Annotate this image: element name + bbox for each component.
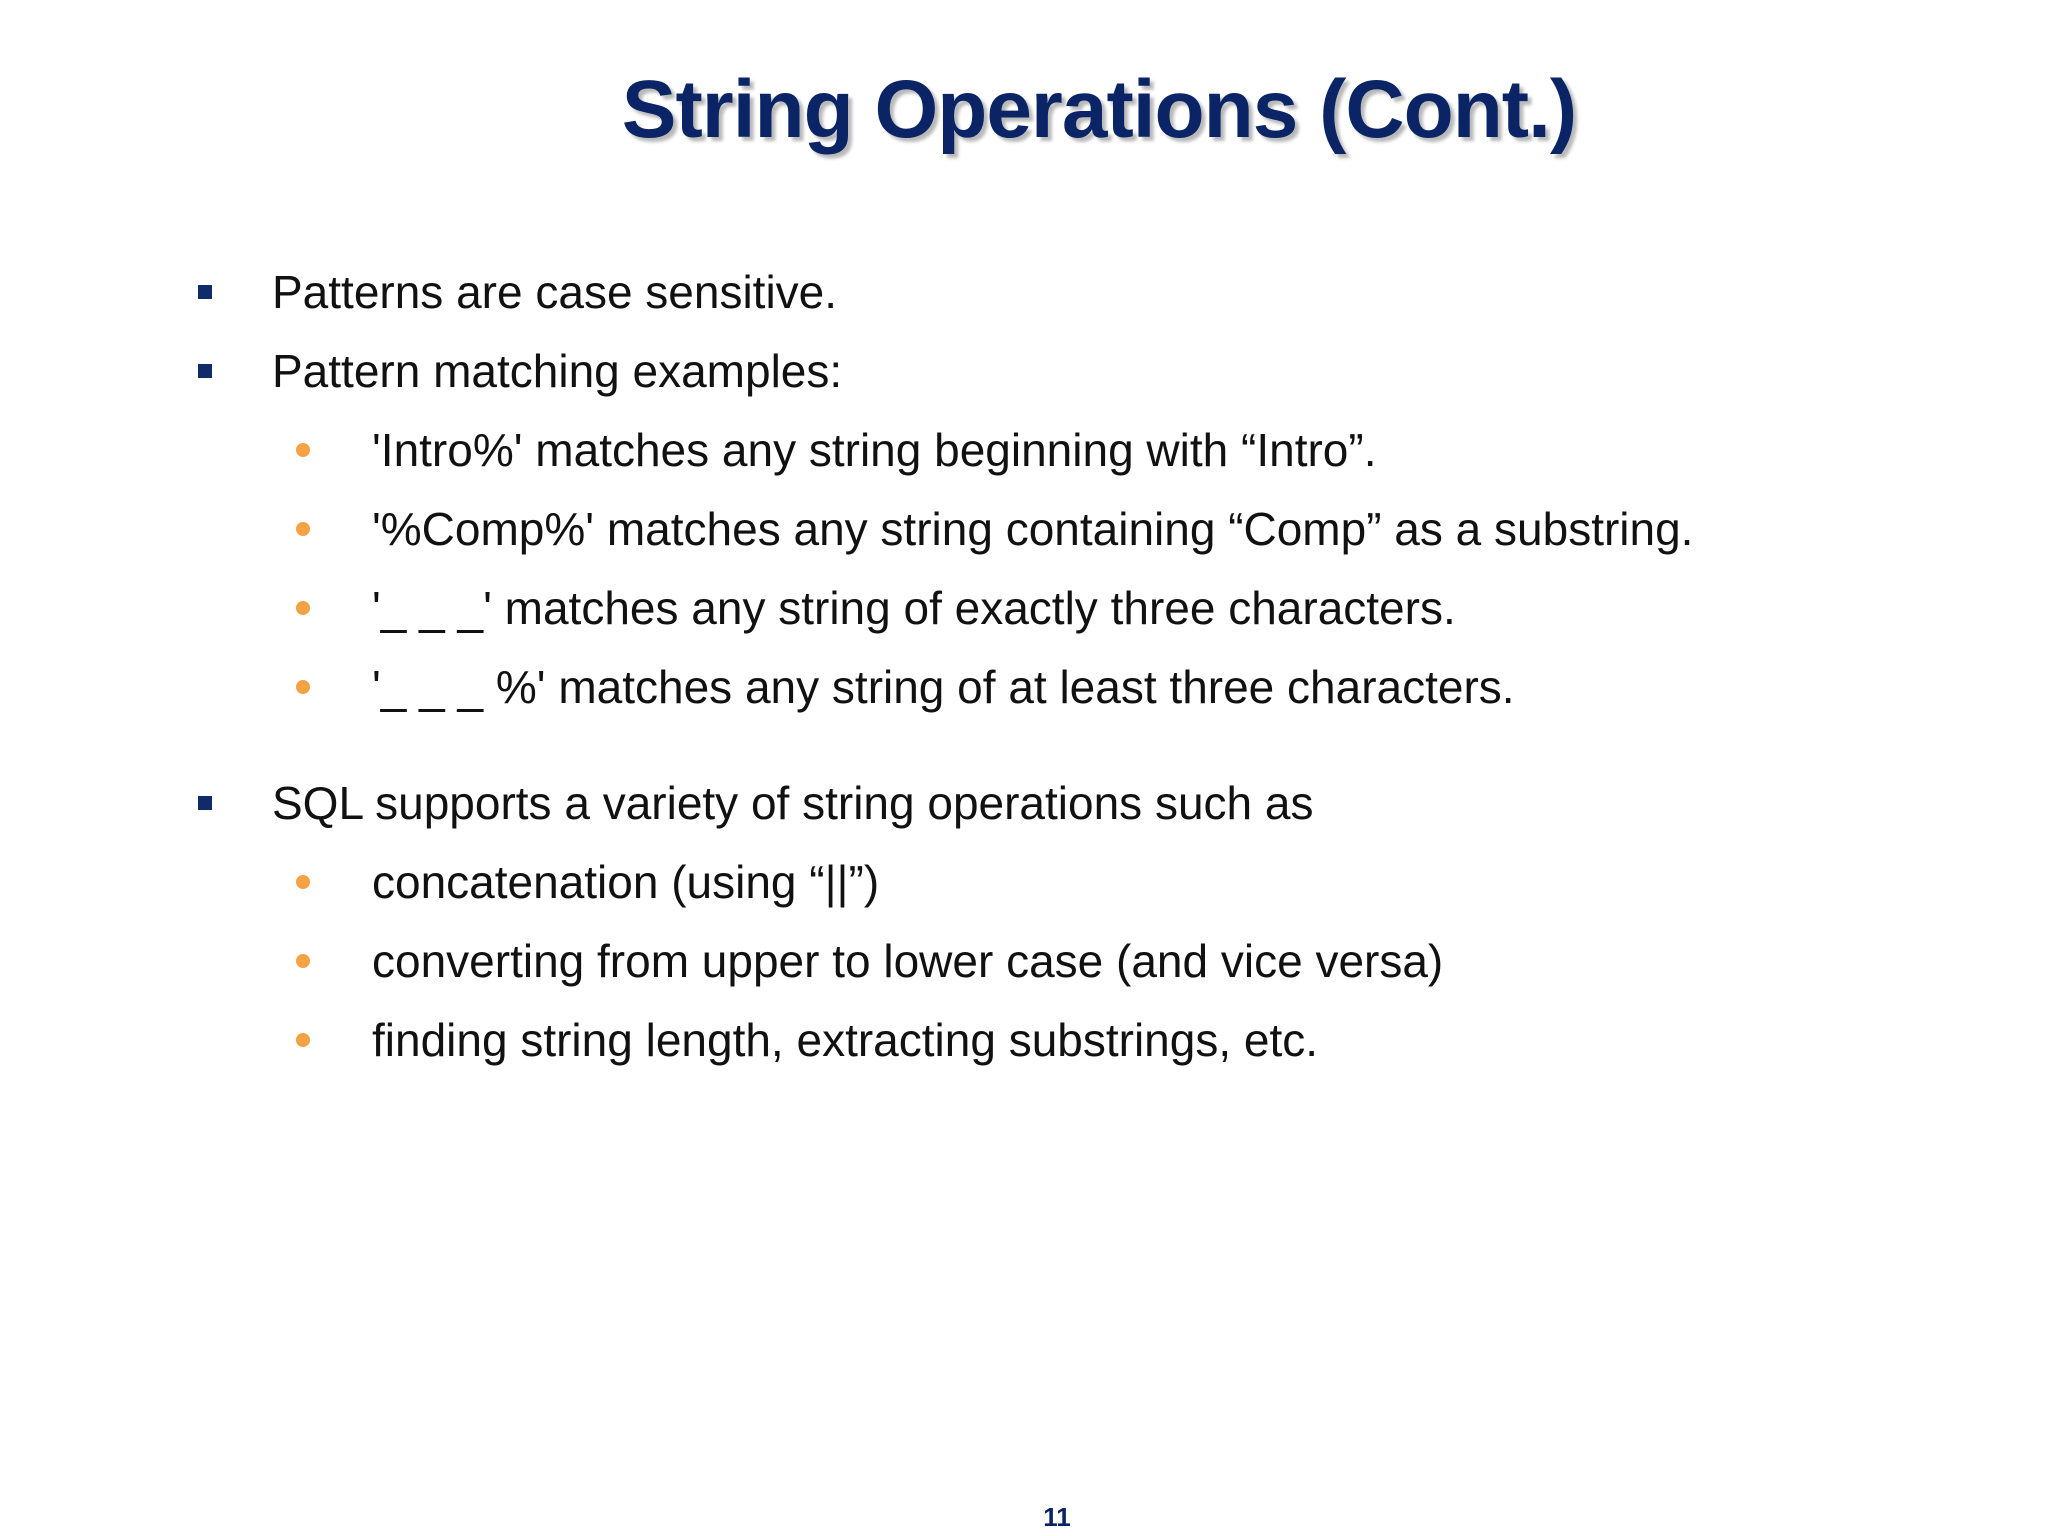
- sub-bullet-text: '_ _ _ %' matches any string of at least three characters.: [372, 661, 1515, 713]
- sub-bullet-text: finding string length, extracting substrings, etc.: [372, 1014, 1319, 1066]
- slide-title: String Operations (Cont.): [621, 64, 1577, 155]
- sub-bullet-text: 'Intro%' matches any string beginning with “Intro”.: [372, 424, 1377, 476]
- bullet-case-sensitive: [198, 262, 837, 322]
- dot-bullet-icon: [296, 954, 310, 968]
- sub-bullet-text: '%Comp%' matches any string containing “Comp” as a substring.: [372, 503, 1694, 555]
- bullet-text: SQL supports a variety of string operations such as: [272, 777, 1314, 829]
- sub-bullet-concatenation: [296, 852, 879, 912]
- sub-bullet-text: concatenation (using “||”): [372, 856, 880, 908]
- dot-bullet-icon: [296, 1033, 310, 1047]
- sub-bullet-text: converting from upper to lower case (and vice versa): [372, 935, 1444, 987]
- bullet-pattern-examples: [198, 341, 842, 401]
- page-number: 11: [1043, 1502, 1071, 1532]
- dot-bullet-icon: [296, 875, 310, 889]
- dot-bullet-icon: [296, 443, 310, 457]
- bullet-sql-supports: [198, 773, 1314, 833]
- dot-bullet-icon: [296, 680, 310, 694]
- bullet-text: Patterns are case sensitive.: [272, 266, 838, 318]
- sub-bullet-three-chars: [296, 578, 1456, 638]
- bullet-text: Pattern matching examples:: [272, 345, 843, 397]
- square-bullet-icon: [198, 285, 212, 299]
- dot-bullet-icon: [296, 522, 310, 536]
- square-bullet-icon: [198, 796, 212, 810]
- sub-bullet-string-length: [296, 1010, 1318, 1070]
- sub-bullet-text: '_ _ _' matches any string of exactly three characters.: [372, 582, 1456, 634]
- dot-bullet-icon: [296, 601, 310, 615]
- square-bullet-icon: [198, 364, 212, 378]
- sub-bullet-at-least-three: [296, 657, 1515, 717]
- sub-bullet-intro: [296, 420, 1376, 480]
- sub-bullet-comp: [296, 499, 1693, 559]
- sub-bullet-case-conversion: [296, 931, 1443, 991]
